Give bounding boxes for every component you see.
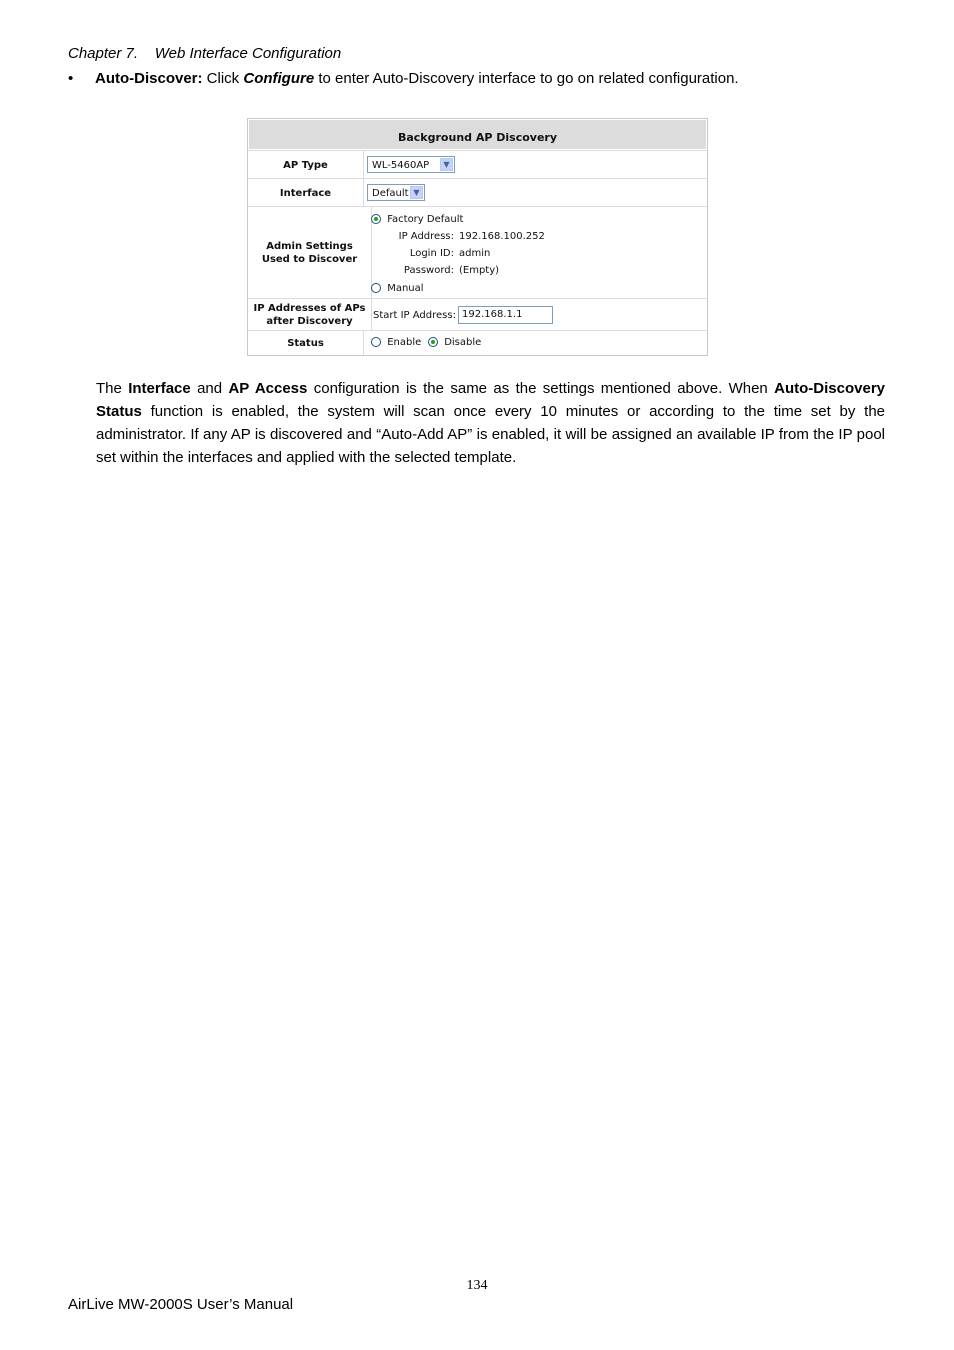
disable-option[interactable]	[428, 337, 481, 348]
enable-option[interactable]	[371, 337, 421, 348]
start-ip-label: Start IP Address:	[373, 310, 456, 321]
login-id-value: admin	[459, 248, 491, 259]
para-text-2: and	[190, 380, 229, 397]
status-label: Status	[248, 331, 364, 355]
para-bold-ap-access: AP Access	[228, 380, 308, 397]
admin-settings-row	[248, 206, 707, 299]
bullet-label: Auto-Discover:	[95, 70, 203, 87]
login-id-label: Login ID:	[409, 248, 454, 259]
bullet-text-1: Click	[202, 70, 244, 87]
password-label: Password:	[403, 265, 454, 276]
ip-address-value: 192.168.100.252	[459, 231, 545, 242]
bullet-icon: •	[68, 70, 74, 87]
ap-type-label: AP Type	[248, 151, 364, 179]
background-ap-discovery-form	[247, 118, 708, 356]
auto-discover-bullet	[68, 70, 739, 87]
configure-link: Configure	[243, 70, 315, 87]
interface-select[interactable]	[367, 184, 425, 201]
enable-label: Enable	[387, 337, 422, 348]
para-text-1: The	[96, 380, 129, 397]
chevron-down-icon[interactable]: ▼	[410, 186, 423, 199]
factory-default-radio[interactable]	[371, 214, 381, 224]
status-row	[248, 330, 707, 355]
para-bold-status: Auto-Discovery Status	[96, 380, 885, 420]
para-text-3: configuration is the same as the settings mentioned above. When	[307, 380, 775, 397]
para-bold-interface: Interface	[128, 380, 191, 397]
manual-radio[interactable]	[371, 283, 381, 293]
manual-option[interactable]	[371, 283, 424, 294]
ip-addresses-label: IP Addresses of APs after Discovery	[248, 299, 372, 331]
para-text-4: function is enabled, the system will scan once every 10 minutes or according to the time set by the administrator. If any AP is discovered and “Auto-Add AP” is enabled, it will be assigned an available IP from the IP pool set within the interfaces and applied with the selected template.	[96, 403, 885, 466]
description-paragraph	[96, 377, 885, 469]
disable-radio[interactable]	[428, 337, 438, 347]
ip-addresses-row	[248, 298, 707, 331]
page-number: 134	[466, 1278, 488, 1293]
manual-label: Manual	[387, 283, 424, 294]
factory-default-label: Factory Default	[387, 214, 464, 225]
password-value: (Empty)	[459, 265, 500, 276]
ap-type-value: WL-5460AP	[372, 160, 430, 171]
ip-address-label: IP Address:	[398, 231, 454, 242]
disable-label: Disable	[444, 337, 482, 348]
admin-settings-label: Admin Settings Used to Discover	[248, 207, 372, 299]
start-ip-input[interactable]: 192.168.1.1	[458, 306, 553, 324]
chapter-header: Chapter 7. Web Interface Configuration	[68, 45, 342, 62]
interface-value: Default	[372, 188, 409, 199]
chevron-down-icon[interactable]: ▼	[440, 158, 453, 171]
factory-default-option[interactable]	[371, 214, 463, 225]
form-title: Background AP Discovery	[249, 120, 706, 149]
ap-type-select[interactable]	[367, 156, 455, 173]
interface-label: Interface	[248, 179, 364, 207]
interface-row	[248, 178, 707, 207]
manual-footer: AirLive MW-2000S User’s Manual	[68, 1296, 294, 1313]
bullet-text-2: to enter Auto-Discovery interface to go on related configuration.	[314, 70, 739, 87]
ap-type-row	[248, 150, 707, 179]
enable-radio[interactable]	[371, 337, 381, 347]
